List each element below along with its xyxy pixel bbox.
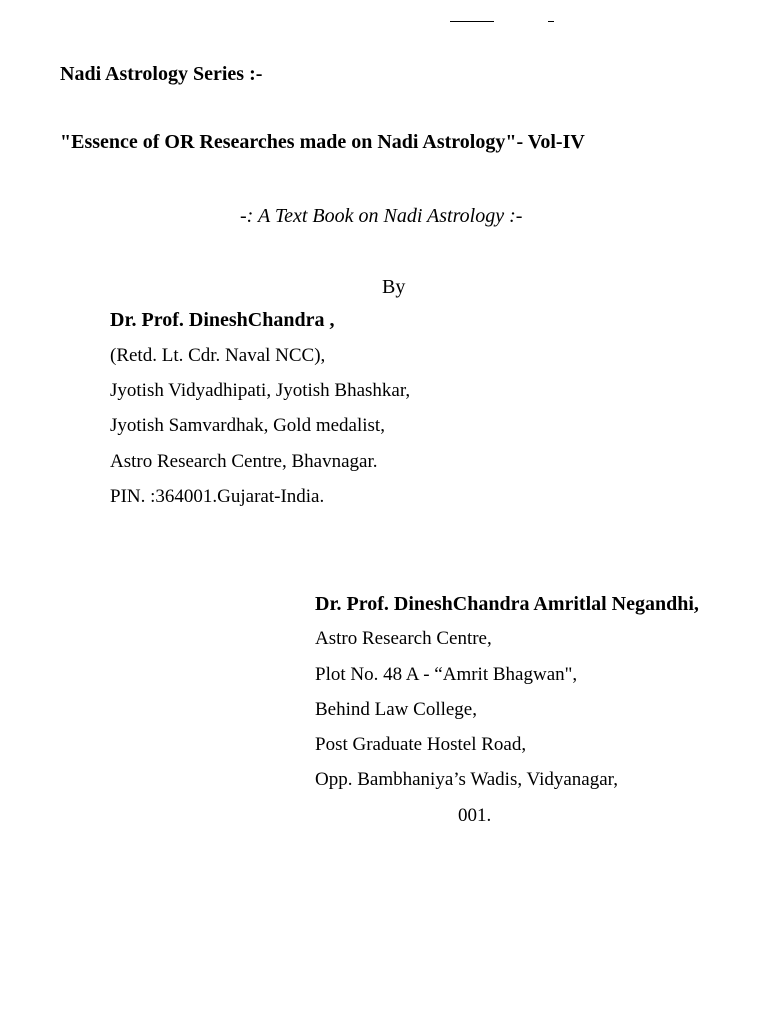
author-line: PIN. :364001.Gujarat-India.: [110, 486, 325, 507]
by-label: By: [382, 276, 406, 298]
top-rule-long: [450, 21, 494, 22]
top-rule-short: [548, 21, 554, 22]
author-line: (Retd. Lt. Cdr. Naval NCC),: [110, 345, 326, 366]
address-line: Plot No. 48 A - “Amrit Bhagwan",: [315, 664, 578, 685]
subtitle: -: A Text Book on Nadi Astrology :-: [240, 205, 523, 227]
author-line: Jyotish Vidyadhipati, Jyotish Bhashkar,: [110, 380, 411, 401]
address-pin: 001.: [458, 805, 492, 826]
address-line: Behind Law College,: [315, 699, 477, 720]
book-title: "Essence of OR Researches made on Nadi Astrology"- Vol-IV: [60, 131, 585, 153]
address-name: Dr. Prof. DineshChandra Amritlal Negandhi,: [315, 593, 699, 615]
address-line: Opp. Bambhaniya’s Wadis, Vidyanagar,: [315, 769, 618, 790]
address-line: Astro Research Centre,: [315, 628, 492, 649]
author-name: Dr. Prof. DineshChandra ,: [110, 309, 335, 331]
series-heading: Nadi Astrology Series :-: [60, 63, 263, 85]
author-line: Astro Research Centre, Bhavnagar.: [110, 451, 378, 472]
address-line: Post Graduate Hostel Road,: [315, 734, 527, 755]
author-line: Jyotish Samvardhak, Gold medalist,: [110, 415, 385, 436]
